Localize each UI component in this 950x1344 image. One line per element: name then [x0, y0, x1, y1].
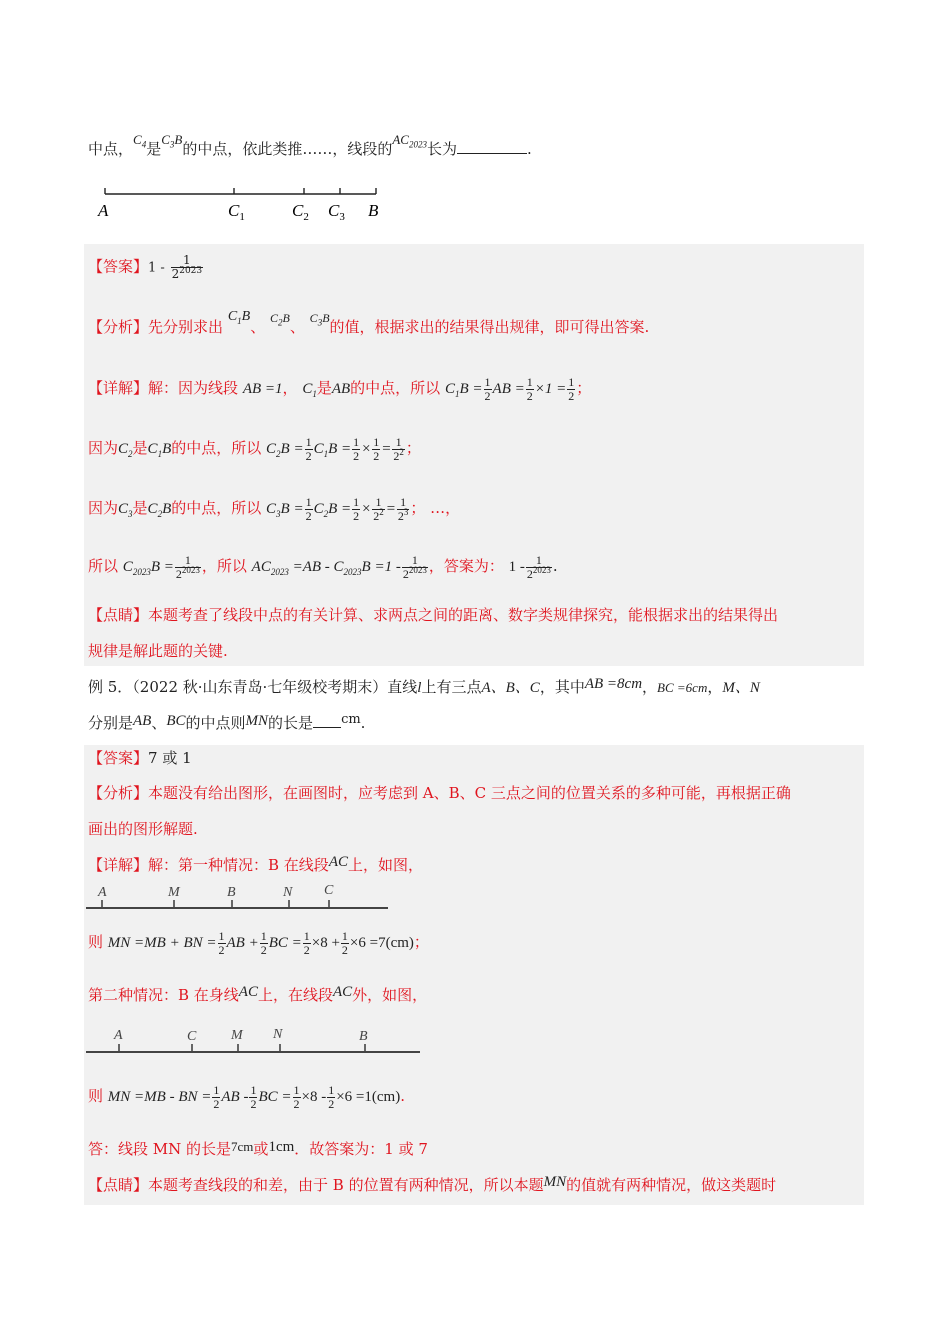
diagram3-label-b: B [359, 1029, 368, 1044]
detail-2-eq-1: 则 MN =MB + BN = $\frac{1}{2}$ AB + $\frac{1}{2}$ BC = $\frac{1}{2}$ ×8 + $\frac{1}{2}$ ×6 =7(cm)； [88, 929, 429, 957]
answer-1: 【答案】1 - $\frac{1}{2^{2023}}$ [88, 253, 203, 281]
solution-block-2 [84, 745, 864, 1205]
example-5-line-1: 例 5．（2022 秋·山东青岛·七年级校考期末）直线l上有三点A、B、C，其中AB =8cm，BC =6cm，M、N [88, 676, 760, 696]
segment-diagram-3 [86, 1024, 422, 1058]
diagram1-label-c2: $C_2$ [292, 201, 309, 223]
diagram3-label-a: A [114, 1028, 123, 1043]
detail-1-line-3: 因为$C_3$是$C_2B$的中点，所以 $C_3B$ = $\frac{1}{2}$ $C_2B$ = $\frac{1}{2}$ × $\frac{1}{2^2}$ = $\frac{1}{2^3}$ ； …， [88, 495, 461, 523]
detail-2-case-2: 第二种情况：B 在身线AC上，在线段AC外，如图， [88, 984, 428, 1004]
analysis-2-line-1: 【分析】本题没有给出图形，在画图时，应考虑到 A、B、C 三点之间的位置关系的多种可能，再根据正确 [88, 784, 791, 802]
example-5-line-2: 分别是AB、BC的中点则MN的长是 cm. [88, 712, 366, 732]
intro-line: 中点，$C_4$是$C_3B$的中点，依此类推……，线段的$AC_{2023}$长为 . [88, 132, 532, 158]
detail-2-conclusion: 答：线段 MN 的长是7cm或1cm．故答案为：1 或 7 [88, 1139, 428, 1158]
segment-diagram-1 [96, 180, 396, 224]
analysis-2-line-2: 画出的图形解题. [88, 820, 198, 838]
example-5-blank [313, 713, 341, 728]
answer-1-fraction: $\frac{1}{2^{2023}}$ [171, 253, 203, 281]
diagram1-label-c1: $C_1$ [228, 201, 245, 223]
diagram1-label-a: A [98, 201, 109, 220]
detail-2-eq-2: 则 MN =MB - BN = $\frac{1}{2}$ AB - $\frac{1}{2}$ BC = $\frac{1}{2}$ ×8 - $\frac{1}{2}$ ×6 =1(cm). [88, 1083, 405, 1111]
point-1-line-1: 【点睛】本题考查了线段中点的有关计算、求两点之间的距离、数字类规律探究，能根据求出的结果得出 [88, 606, 779, 624]
segment-diagram-2 [86, 880, 390, 914]
diagram2-label-n: N [283, 885, 293, 900]
diagram2-label-m: M [168, 885, 180, 900]
diagram3-label-m: M [231, 1028, 243, 1043]
answer-blank [457, 139, 527, 154]
diagram3-label-n: N [273, 1027, 283, 1042]
diagram2-label-a: A [98, 885, 107, 900]
diagram2-label-c: C [324, 883, 334, 898]
detail-1-line-2: 因为$C_2$是$C_1B$的中点，所以 $C_2B$ = $\frac{1}{2}$ $C_1B$ = $\frac{1}{2}$ × $\frac{1}{2}$ = $\frac{1}{2^2}$ ； [88, 435, 421, 463]
point-1-line-2: 规律是解此题的关键. [88, 642, 228, 660]
c4-symbol: $C_4$ [133, 132, 147, 150]
answer-2: 【答案】7 或 1 [88, 749, 192, 767]
detail-2-case-1: 【详解】解：第一种情况：B 在线段AC上，如图， [88, 854, 423, 874]
diagram1-label-c3: $C_3$ [328, 201, 345, 223]
diagram2-label-b: B [227, 885, 236, 900]
point-2: 【点睛】本题考查线段的和差，由于 B 的位置有两种情况，所以本题MN的值就有两种情况，做这类题时 [88, 1174, 777, 1194]
detail-1-line-4: 所以 $C_{2023}B$ = $\frac{1}{2^{2023}}$ ，所以 $AC_{2023} =AB - C_{2023}B =1$ - $\frac{1}{2^{2023}}$ ，答案为： 1 - $\frac{1}{2^{2023}}$ . [88, 553, 558, 581]
detail-1-line-1: 【详解】解：因为线段 AB =1， $C_1$是AB的中点，所以 $C_1B$ = $\frac{1}{2}$ AB = $\frac{1}{2}$ ×1 = $\frac{1}{2}$ ； [88, 375, 592, 403]
diagram1-label-b: B [368, 201, 379, 220]
ac2023-symbol: $AC_{2023}$ [392, 132, 427, 150]
c3b-symbol: $C_3B$ [161, 132, 183, 150]
diagram3-label-c: C [187, 1029, 197, 1044]
analysis-1: 【分析】先分别求出 $C_1B$、 $^{C_2B}$、 $^{C_3B}$的值，根据求出的结果得出规律，即可得出答案. [88, 309, 650, 336]
